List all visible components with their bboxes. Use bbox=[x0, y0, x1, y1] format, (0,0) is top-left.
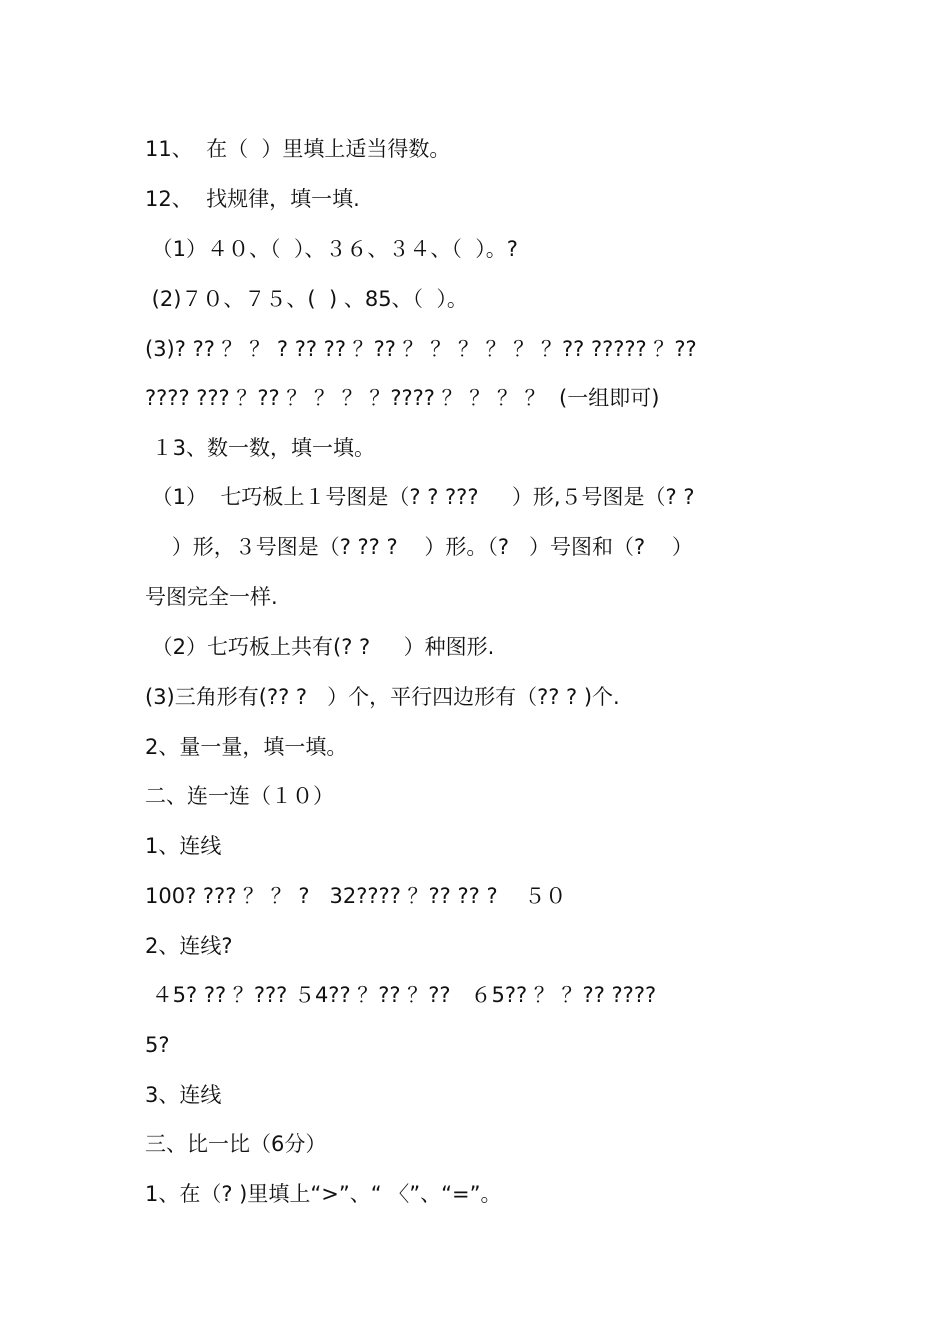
text-line-12: (3)三角形有(?? ? ）个，平行四边形有（?? ? )个. bbox=[145, 685, 620, 709]
text-line-13: 2、量一量，填一填。 bbox=[145, 735, 348, 759]
text-line-22: 1、在（? )里填上“>”、“ 〈”、“=”。 bbox=[145, 1182, 502, 1206]
text-line-10: 号图完全一样. bbox=[145, 585, 278, 609]
text-line-3: （1）４０、（ ）、３６、３４、（ ）。? bbox=[145, 237, 518, 261]
text-line-6: ???? ??? ？?? ？ ？ ？ ？???? ？ ？ ？ ？ (一组即可) bbox=[145, 386, 660, 410]
text-line-14: 二、连一连（１０） bbox=[145, 784, 334, 808]
text-line-9: ）形，３号图是（? ?? ? ）形。（? ）号图和（? ） bbox=[145, 535, 693, 559]
text-line-1: 11、 在（ ）里填上适当得数。 bbox=[145, 137, 451, 161]
text-line-7: １3、数一数，填一填。 bbox=[145, 436, 376, 460]
text-line-16: 100? ??? ？ ？ ? 32???? ？?? ?? ? ５０ bbox=[145, 884, 567, 908]
text-line-11: （2）七巧板上共有(? ? ）种图形. bbox=[145, 635, 495, 659]
text-line-5: (3)? ?? ？ ？ ? ?? ?? ？?? ？ ？ ？ ？ ？ ？?? ????? ？?? bbox=[145, 337, 697, 361]
text-line-4: (2)７０、７５、( ) 、85、（ ）。 bbox=[145, 287, 468, 311]
text-line-21: 三、比一比（6分） bbox=[145, 1132, 327, 1156]
text-line-19: 5? bbox=[145, 1033, 170, 1057]
text-line-20: 3、连线 bbox=[145, 1083, 222, 1107]
text-line-2: 12、 找规律，填一填. bbox=[145, 187, 360, 211]
text-line-15: 1、连线 bbox=[145, 834, 222, 858]
text-line-18: ４5? ?? ？??? ５4?? ？?? ？?? ６5?? ？ ？?? ???? bbox=[145, 983, 657, 1007]
text-line-17: 2、连线? bbox=[145, 934, 233, 958]
text-line-8: （1） 七巧板上１号图是（? ? ??? ）形,５号图是（? ? bbox=[145, 485, 695, 509]
